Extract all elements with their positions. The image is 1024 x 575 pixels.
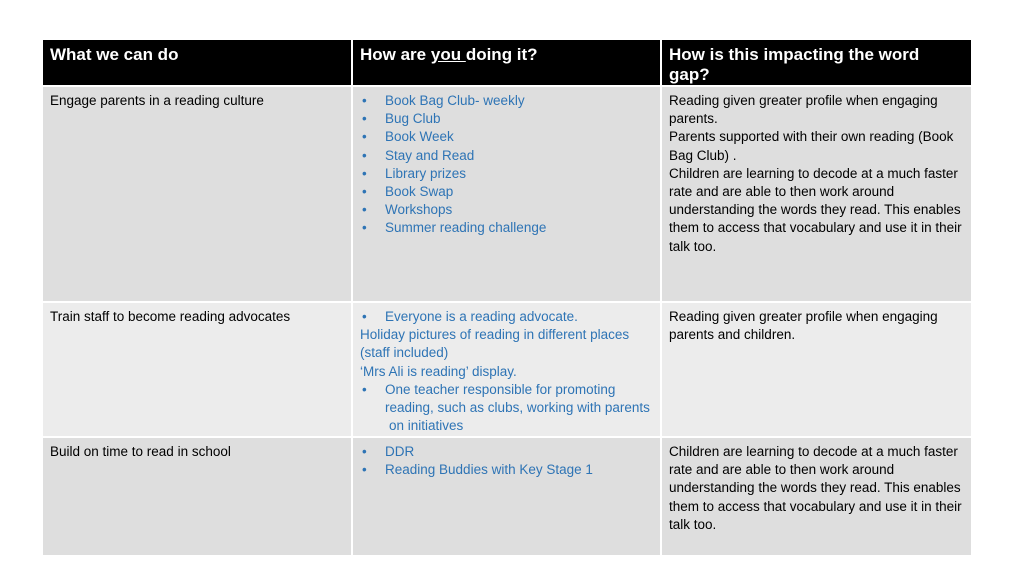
bullet-icon: • — [362, 381, 367, 397]
header-how-are-you-doing-it — [352, 40, 661, 86]
list-item: • Everyone is a reading advocate. — [360, 308, 653, 326]
cell-impact — [661, 86, 971, 302]
bullet-icon: • — [362, 202, 367, 218]
cell-how — [352, 437, 661, 555]
bullet-icon: • — [362, 93, 367, 108]
table-row — [43, 302, 971, 437]
header-underlined-you: you — [430, 45, 466, 64]
impact-text: Children are learning to decode at a much faster rate and are able to then work around understanding the words they read. This enables them to access that vocabulary and use it in their talk too. — [669, 444, 962, 532]
header-what-we-can-do: What we can do — [43, 40, 352, 86]
how-text-continuation: on initiatives — [389, 418, 464, 434]
bullet-icon: • — [362, 129, 367, 145]
list-item: • Workshops — [360, 201, 653, 219]
impact-text: Reading given greater profile when engaging parents and children. — [669, 309, 938, 343]
impact-text: Children are learning to decode at a much faster rate and are able to then work around understanding the words they read. This enables them to access that vocabulary and use it in their talk too. — [669, 165, 962, 254]
table-row — [43, 437, 971, 555]
list-item: • Book Bag Club- weekly — [360, 92, 653, 110]
cell-impact — [661, 302, 971, 437]
list-item: • Reading Buddies with Key Stage 1 — [360, 461, 653, 479]
header-impact: How is this impacting the word gap? — [661, 40, 971, 86]
cell-what: Build on time to read in school — [43, 437, 352, 555]
impact-text: Parents supported with their own reading (Book Bag Club) . — [669, 129, 954, 163]
bullet-icon: • — [362, 165, 367, 181]
cell-how — [352, 86, 661, 302]
bullet-icon: • — [362, 444, 367, 459]
cell-impact — [661, 437, 971, 555]
header-part: How are — [360, 45, 431, 64]
word-gap-table — [43, 40, 971, 555]
bullet-icon: • — [362, 309, 367, 324]
how-list — [360, 443, 653, 479]
list-item: • Summer reading challenge — [360, 219, 653, 237]
bullet-icon: • — [362, 220, 367, 236]
how-text: ‘Mrs Ali is reading’ display. — [360, 363, 517, 379]
list-item: • One teacher responsible for promoting reading, such as clubs, working with parents — [362, 381, 650, 416]
cell-how — [352, 302, 661, 437]
cell-what: Train staff to become reading advocates — [43, 302, 352, 437]
bullet-icon: • — [362, 147, 367, 163]
impact-text: Reading given greater profile when engaging parents. — [669, 93, 938, 127]
list-item: • Stay and Read — [360, 147, 653, 165]
how-text: Holiday pictures of reading in different places (staff included) — [360, 327, 630, 361]
list-item: • Library prizes — [360, 165, 653, 183]
bullet-icon: • — [362, 184, 367, 200]
bullet-icon: • — [362, 462, 367, 478]
bullet-icon: • — [362, 111, 367, 127]
list-item: • Bug Club — [360, 110, 653, 128]
cell-what: Engage parents in a reading culture — [43, 86, 352, 302]
header-part: doing it? — [465, 45, 538, 64]
table-header-row — [43, 40, 971, 86]
how-list — [360, 308, 653, 326]
list-item: • Book Swap — [360, 183, 653, 201]
how-list — [360, 381, 653, 417]
table-row — [43, 86, 971, 302]
how-list — [360, 92, 653, 238]
list-item: • DDR — [360, 443, 653, 461]
list-item: • Book Week — [360, 128, 653, 146]
